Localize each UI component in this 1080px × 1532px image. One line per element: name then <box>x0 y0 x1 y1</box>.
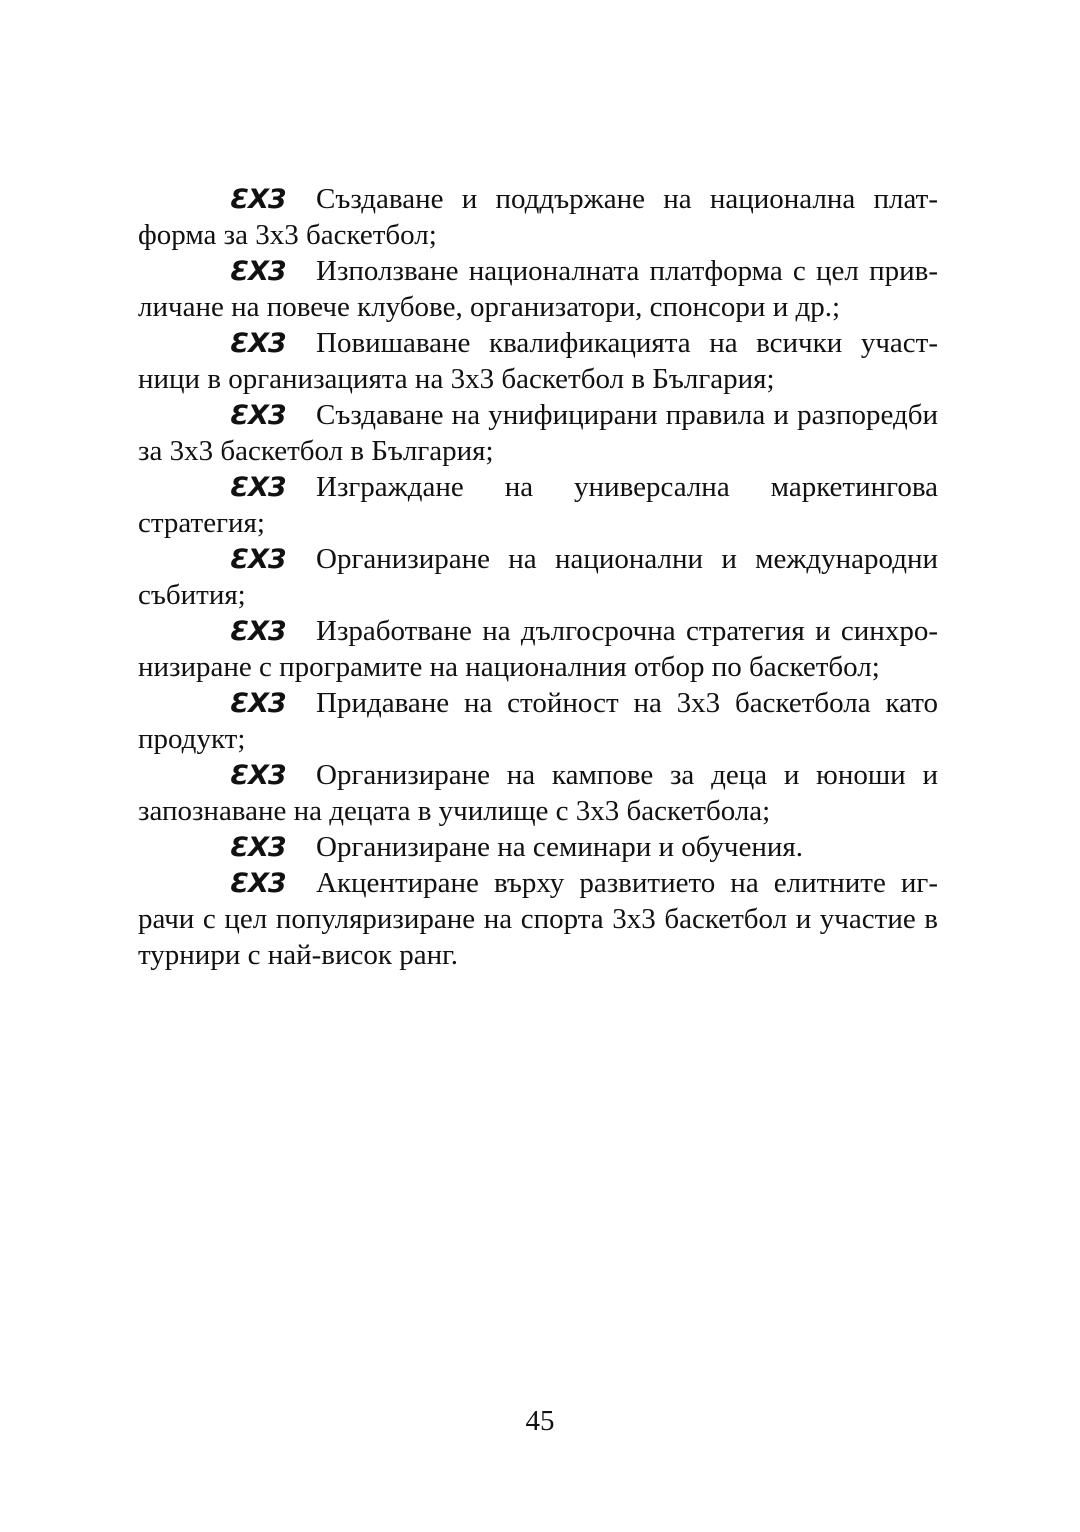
svg-text:ƐX3: ƐX3 <box>230 257 286 283</box>
svg-text:ƐX3: ƐX3 <box>230 545 286 571</box>
3x3-logo-icon <box>228 473 288 499</box>
list-item-text: Организиране на национални и международни събития; <box>138 543 938 611</box>
list-item <box>138 757 938 829</box>
svg-text:ƐX3: ƐX3 <box>230 617 286 643</box>
list-item <box>138 541 938 613</box>
3x3-logo-icon <box>228 833 288 859</box>
svg-text:ƐX3: ƐX3 <box>230 329 286 355</box>
3x3-logo-icon <box>228 545 288 571</box>
list-item-text: Създаване и поддържане на национална платформа за 3x3 баскетбол; <box>138 183 938 251</box>
list-item <box>138 469 938 541</box>
3x3-logo-icon <box>228 185 288 211</box>
list-item <box>138 865 938 973</box>
list-item-text: Изработване на дългосрочна стратегия и синхронизиране с програмите на националния отбор по баскетбол; <box>138 615 938 683</box>
3x3-logo-icon <box>228 329 288 355</box>
list-item-text: Организиране на семинари и обучения. <box>316 831 804 863</box>
svg-text:ƐX3: ƐX3 <box>230 401 286 427</box>
list-item <box>138 325 938 397</box>
3x3-logo-icon <box>228 761 288 787</box>
list-item-text: Организиране на кампове за деца и юноши и запознаване на децата в училище с 3x3 баскетбола; <box>138 759 938 827</box>
3x3-logo-icon <box>228 689 288 715</box>
list-item-text: Акцентиране върху развитието на елитните играчи с цел популяризиране на спорта 3x3 баскетбол и участие в турнири с най-висок ранг. <box>138 867 938 971</box>
list-item-text: Изграждане на универсална маркетингова стратегия; <box>138 471 938 539</box>
svg-text:ƐX3: ƐX3 <box>230 833 286 859</box>
svg-text:ƐX3: ƐX3 <box>230 185 286 211</box>
list-item <box>138 397 938 469</box>
list-item <box>138 685 938 757</box>
3x3-logo-icon <box>228 869 288 895</box>
3x3-logo-icon <box>228 617 288 643</box>
list-item <box>138 829 938 865</box>
svg-text:ƐX3: ƐX3 <box>230 869 286 895</box>
list-item <box>138 253 938 325</box>
list-item-text: Създаване на унифицирани правила и разпоредби за 3x3 баскетбол в България; <box>138 399 938 467</box>
svg-text:ƐX3: ƐX3 <box>230 761 286 787</box>
list-item-text: Използване националната платформа с цел привличане на повече клубове, организатори, спонсори и др.; <box>138 255 938 323</box>
list-item-text: Придаване на стойност на 3x3 баскетбола като продукт; <box>138 687 938 755</box>
svg-text:ƐX3: ƐX3 <box>230 473 286 499</box>
list-item <box>138 181 938 253</box>
3x3-logo-icon <box>228 401 288 427</box>
page-number: 45 <box>525 1405 555 1437</box>
3x3-logo-icon <box>228 257 288 283</box>
objectives-list <box>138 181 938 973</box>
list-item <box>138 613 938 685</box>
svg-text:ƐX3: ƐX3 <box>230 689 286 715</box>
list-item-text: Повишаване квалификацията на всички участници в организацията на 3x3 баскетбол в България; <box>138 327 938 395</box>
